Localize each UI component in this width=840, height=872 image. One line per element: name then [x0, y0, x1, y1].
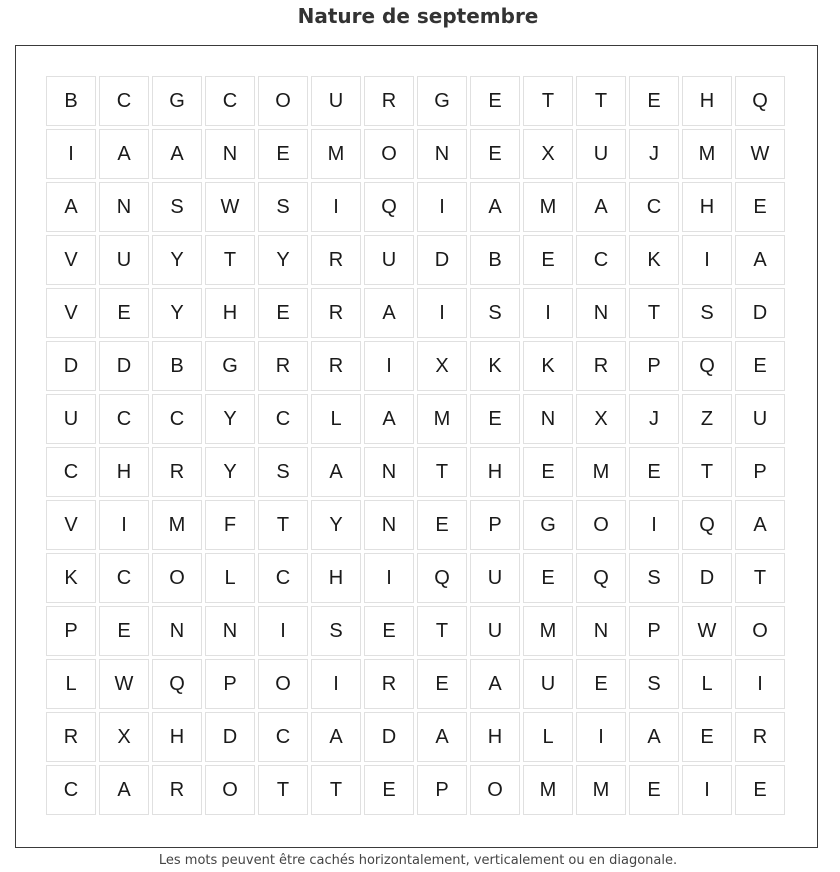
grid-cell-r4-c1[interactable]: V	[46, 235, 96, 285]
grid-cell-r6-c7[interactable]: I	[364, 341, 414, 391]
grid-cell-r4-c7[interactable]: U	[364, 235, 414, 285]
grid-cell-r2-c6[interactable]: M	[311, 129, 361, 179]
grid-cell-r11-c9[interactable]: U	[470, 606, 520, 656]
grid-cell-r12-c9[interactable]: A	[470, 659, 520, 709]
grid-cell-r14-c5[interactable]: T	[258, 765, 308, 815]
grid-cell-r7-c5[interactable]: C	[258, 394, 308, 444]
grid-cell-r7-c6[interactable]: L	[311, 394, 361, 444]
grid-cell-r7-c12[interactable]: J	[629, 394, 679, 444]
grid-cell-r11-c13[interactable]: W	[682, 606, 732, 656]
grid-cell-r8-c11[interactable]: M	[576, 447, 626, 497]
grid-cell-r14-c14[interactable]: E	[735, 765, 785, 815]
grid-cell-r8-c9[interactable]: H	[470, 447, 520, 497]
grid-cell-r6-c6[interactable]: R	[311, 341, 361, 391]
grid-cell-r12-c7[interactable]: R	[364, 659, 414, 709]
grid-cell-r8-c5[interactable]: S	[258, 447, 308, 497]
grid-cell-r9-c14[interactable]: A	[735, 500, 785, 550]
grid-cell-r13-c9[interactable]: H	[470, 712, 520, 762]
grid-cell-r14-c7[interactable]: E	[364, 765, 414, 815]
grid-cell-r2-c2[interactable]: A	[99, 129, 149, 179]
grid-cell-r3-c6[interactable]: I	[311, 182, 361, 232]
grid-cell-r12-c4[interactable]: P	[205, 659, 255, 709]
grid-cell-r10-c4[interactable]: L	[205, 553, 255, 603]
grid-cell-r9-c10[interactable]: G	[523, 500, 573, 550]
grid-cell-r5-c3[interactable]: Y	[152, 288, 202, 338]
grid-cell-r5-c2[interactable]: E	[99, 288, 149, 338]
grid-cell-r13-c3[interactable]: H	[152, 712, 202, 762]
grid-cell-r5-c9[interactable]: S	[470, 288, 520, 338]
grid-cell-r1-c14[interactable]: Q	[735, 76, 785, 126]
grid-cell-r12-c14[interactable]: I	[735, 659, 785, 709]
grid-cell-r9-c7[interactable]: N	[364, 500, 414, 550]
grid-cell-r11-c2[interactable]: E	[99, 606, 149, 656]
grid-cell-r4-c13[interactable]: I	[682, 235, 732, 285]
grid-cell-r7-c4[interactable]: Y	[205, 394, 255, 444]
grid-cell-r4-c3[interactable]: Y	[152, 235, 202, 285]
grid-cell-r9-c11[interactable]: O	[576, 500, 626, 550]
grid-cell-r11-c7[interactable]: E	[364, 606, 414, 656]
grid-cell-r9-c3[interactable]: M	[152, 500, 202, 550]
grid-cell-r12-c11[interactable]: E	[576, 659, 626, 709]
grid-cell-r7-c1[interactable]: U	[46, 394, 96, 444]
grid-cell-r2-c9[interactable]: E	[470, 129, 520, 179]
grid-cell-r4-c6[interactable]: R	[311, 235, 361, 285]
grid-cell-r14-c1[interactable]: C	[46, 765, 96, 815]
grid-cell-r8-c6[interactable]: A	[311, 447, 361, 497]
grid-cell-r12-c10[interactable]: U	[523, 659, 573, 709]
grid-cell-r11-c10[interactable]: M	[523, 606, 573, 656]
grid-cell-r11-c5[interactable]: I	[258, 606, 308, 656]
grid-cell-r1-c1[interactable]: B	[46, 76, 96, 126]
grid-cell-r6-c4[interactable]: G	[205, 341, 255, 391]
instructions-text: Les mots peuvent être cachés horizontalement, verticalement ou en diagonale.	[158, 853, 678, 868]
grid-cell-r9-c8[interactable]: E	[417, 500, 467, 550]
grid-cell-r13-c11[interactable]: I	[576, 712, 626, 762]
grid-cell-r12-c13[interactable]: L	[682, 659, 732, 709]
grid-cell-r13-c1[interactable]: R	[46, 712, 96, 762]
grid-cell-r10-c3[interactable]: O	[152, 553, 202, 603]
grid-cell-r6-c5[interactable]: R	[258, 341, 308, 391]
grid-cell-r6-c9[interactable]: K	[470, 341, 520, 391]
grid-cell-r4-c2[interactable]: U	[99, 235, 149, 285]
grid-cell-r12-c3[interactable]: Q	[152, 659, 202, 709]
grid-cell-r5-c8[interactable]: I	[417, 288, 467, 338]
grid-cell-r4-c9[interactable]: B	[470, 235, 520, 285]
grid-cell-r8-c3[interactable]: R	[152, 447, 202, 497]
grid-cell-r13-c5[interactable]: C	[258, 712, 308, 762]
grid-cell-r11-c8[interactable]: T	[417, 606, 467, 656]
grid-cell-r4-c14[interactable]: A	[735, 235, 785, 285]
grid-cell-r12-c1[interactable]: L	[46, 659, 96, 709]
grid-cell-r1-c9[interactable]: E	[470, 76, 520, 126]
grid-cell-r5-c4[interactable]: H	[205, 288, 255, 338]
grid-cell-r11-c6[interactable]: S	[311, 606, 361, 656]
grid-cell-r9-c13[interactable]: Q	[682, 500, 732, 550]
grid-cell-r12-c2[interactable]: W	[99, 659, 149, 709]
grid-cell-r8-c7[interactable]: N	[364, 447, 414, 497]
grid-cell-r3-c9[interactable]: A	[470, 182, 520, 232]
grid-cell-r9-c4[interactable]: F	[205, 500, 255, 550]
grid-cell-r7-c8[interactable]: M	[417, 394, 467, 444]
grid-cell-r1-c8[interactable]: G	[417, 76, 467, 126]
grid-cell-r1-c4[interactable]: C	[205, 76, 255, 126]
grid-cell-r3-c8[interactable]: I	[417, 182, 467, 232]
grid-cell-r2-c3[interactable]: A	[152, 129, 202, 179]
grid-cell-r10-c5[interactable]: C	[258, 553, 308, 603]
grid-cell-r1-c13[interactable]: H	[682, 76, 732, 126]
grid-cell-r10-c1[interactable]: K	[46, 553, 96, 603]
grid-cell-r12-c12[interactable]: S	[629, 659, 679, 709]
grid-cell-r8-c8[interactable]: T	[417, 447, 467, 497]
grid-cell-r12-c5[interactable]: O	[258, 659, 308, 709]
grid-cell-r11-c14[interactable]: O	[735, 606, 785, 656]
grid-cell-r14-c10[interactable]: M	[523, 765, 573, 815]
grid-cell-r5-c7[interactable]: A	[364, 288, 414, 338]
grid-cell-r10-c6[interactable]: H	[311, 553, 361, 603]
grid-cell-r14-c12[interactable]: E	[629, 765, 679, 815]
grid-cell-r10-c9[interactable]: U	[470, 553, 520, 603]
grid-cell-r6-c2[interactable]: D	[99, 341, 149, 391]
grid-cell-r7-c3[interactable]: C	[152, 394, 202, 444]
grid-cell-r4-c11[interactable]: C	[576, 235, 626, 285]
grid-cell-r13-c13[interactable]: E	[682, 712, 732, 762]
grid-cell-r14-c11[interactable]: M	[576, 765, 626, 815]
grid-cell-r13-c7[interactable]: D	[364, 712, 414, 762]
grid-cell-r10-c8[interactable]: Q	[417, 553, 467, 603]
grid-cell-r14-c6[interactable]: T	[311, 765, 361, 815]
grid-cell-r9-c2[interactable]: I	[99, 500, 149, 550]
grid-cell-r14-c8[interactable]: P	[417, 765, 467, 815]
grid-cell-r7-c14[interactable]: U	[735, 394, 785, 444]
page-title: Nature de septembre	[297, 4, 539, 28]
grid-cell-r5-c14[interactable]: D	[735, 288, 785, 338]
grid-cell-r7-c13[interactable]: Z	[682, 394, 732, 444]
grid-cell-r10-c13[interactable]: D	[682, 553, 732, 603]
grid-cell-r2-c8[interactable]: N	[417, 129, 467, 179]
grid-cell-r14-c4[interactable]: O	[205, 765, 255, 815]
grid-cell-r8-c2[interactable]: H	[99, 447, 149, 497]
grid-cell-r13-c2[interactable]: X	[99, 712, 149, 762]
grid-cell-r5-c6[interactable]: R	[311, 288, 361, 338]
grid-cell-r6-c14[interactable]: E	[735, 341, 785, 391]
grid-cell-r6-c11[interactable]: R	[576, 341, 626, 391]
grid-cell-r7-c11[interactable]: X	[576, 394, 626, 444]
grid-cell-r9-c9[interactable]: P	[470, 500, 520, 550]
grid-cell-r7-c7[interactable]: A	[364, 394, 414, 444]
grid-cell-r10-c7[interactable]: I	[364, 553, 414, 603]
grid-cell-r4-c12[interactable]: K	[629, 235, 679, 285]
grid-cell-r11-c11[interactable]: N	[576, 606, 626, 656]
grid-cell-r5-c11[interactable]: N	[576, 288, 626, 338]
grid-cell-r5-c13[interactable]: S	[682, 288, 732, 338]
grid-cell-r8-c14[interactable]: P	[735, 447, 785, 497]
grid-cell-r3-c3[interactable]: S	[152, 182, 202, 232]
grid-cell-r7-c10[interactable]: N	[523, 394, 573, 444]
grid-cell-r1-c5[interactable]: O	[258, 76, 308, 126]
grid-cell-r2-c14[interactable]: W	[735, 129, 785, 179]
grid-cell-r7-c2[interactable]: C	[99, 394, 149, 444]
grid-cell-r1-c7[interactable]: R	[364, 76, 414, 126]
grid-cell-r11-c12[interactable]: P	[629, 606, 679, 656]
grid-cell-r1-c6[interactable]: U	[311, 76, 361, 126]
grid-cell-r2-c4[interactable]: N	[205, 129, 255, 179]
grid-cell-r5-c1[interactable]: V	[46, 288, 96, 338]
grid-cell-r9-c6[interactable]: Y	[311, 500, 361, 550]
grid-cell-r10-c11[interactable]: Q	[576, 553, 626, 603]
grid-cell-r4-c4[interactable]: T	[205, 235, 255, 285]
grid-cell-r4-c10[interactable]: E	[523, 235, 573, 285]
grid-cell-r4-c5[interactable]: Y	[258, 235, 308, 285]
grid-cell-r11-c4[interactable]: N	[205, 606, 255, 656]
grid-cell-r14-c2[interactable]: A	[99, 765, 149, 815]
grid-cell-r2-c7[interactable]: O	[364, 129, 414, 179]
grid-cell-r7-c9[interactable]: E	[470, 394, 520, 444]
grid-cell-r2-c11[interactable]: U	[576, 129, 626, 179]
grid-cell-r4-c8[interactable]: D	[417, 235, 467, 285]
grid-cell-r9-c1[interactable]: V	[46, 500, 96, 550]
grid-cell-r3-c10[interactable]: M	[523, 182, 573, 232]
grid-cell-r14-c9[interactable]: O	[470, 765, 520, 815]
grid-cell-r13-c6[interactable]: A	[311, 712, 361, 762]
grid-cell-r5-c10[interactable]: I	[523, 288, 573, 338]
grid-cell-r3-c7[interactable]: Q	[364, 182, 414, 232]
grid-cell-r6-c8[interactable]: X	[417, 341, 467, 391]
grid-cell-r11-c3[interactable]: N	[152, 606, 202, 656]
grid-cell-r12-c6[interactable]: I	[311, 659, 361, 709]
grid-cell-r6-c13[interactable]: Q	[682, 341, 732, 391]
grid-cell-r1-c10[interactable]: T	[523, 76, 573, 126]
grid-cell-r3-c11[interactable]: A	[576, 182, 626, 232]
grid-cell-r3-c14[interactable]: E	[735, 182, 785, 232]
grid-cell-r5-c12[interactable]: T	[629, 288, 679, 338]
grid-cell-r13-c14[interactable]: R	[735, 712, 785, 762]
grid-cell-r8-c1[interactable]: C	[46, 447, 96, 497]
grid-cell-r13-c10[interactable]: L	[523, 712, 573, 762]
grid-cell-r13-c8[interactable]: A	[417, 712, 467, 762]
word-search-grid	[46, 76, 785, 815]
grid-cell-r2-c12[interactable]: J	[629, 129, 679, 179]
grid-cell-r9-c5[interactable]: T	[258, 500, 308, 550]
grid-cell-r14-c3[interactable]: R	[152, 765, 202, 815]
grid-cell-r9-c12[interactable]: I	[629, 500, 679, 550]
grid-cell-r1-c2[interactable]: C	[99, 76, 149, 126]
grid-cell-r5-c5[interactable]: E	[258, 288, 308, 338]
grid-cell-r6-c12[interactable]: P	[629, 341, 679, 391]
grid-cell-r2-c10[interactable]: X	[523, 129, 573, 179]
grid-cell-r8-c4[interactable]: Y	[205, 447, 255, 497]
grid-cell-r3-c1[interactable]: A	[46, 182, 96, 232]
grid-cell-r12-c8[interactable]: E	[417, 659, 467, 709]
grid-cell-r6-c10[interactable]: K	[523, 341, 573, 391]
grid-cell-r10-c10[interactable]: E	[523, 553, 573, 603]
grid-cell-r2-c13[interactable]: M	[682, 129, 732, 179]
grid-cell-r11-c1[interactable]: P	[46, 606, 96, 656]
grid-cell-r3-c5[interactable]: S	[258, 182, 308, 232]
grid-cell-r3-c13[interactable]: H	[682, 182, 732, 232]
grid-cell-r6-c3[interactable]: B	[152, 341, 202, 391]
grid-cell-r1-c12[interactable]: E	[629, 76, 679, 126]
grid-cell-r3-c4[interactable]: W	[205, 182, 255, 232]
grid-cell-r1-c3[interactable]: G	[152, 76, 202, 126]
grid-cell-r13-c12[interactable]: A	[629, 712, 679, 762]
grid-cell-r10-c12[interactable]: S	[629, 553, 679, 603]
grid-cell-r10-c2[interactable]: C	[99, 553, 149, 603]
grid-cell-r1-c11[interactable]: T	[576, 76, 626, 126]
grid-cell-r3-c2[interactable]: N	[99, 182, 149, 232]
grid-cell-r14-c13[interactable]: I	[682, 765, 732, 815]
grid-cell-r2-c1[interactable]: I	[46, 129, 96, 179]
grid-cell-r2-c5[interactable]: E	[258, 129, 308, 179]
grid-cell-r8-c12[interactable]: E	[629, 447, 679, 497]
grid-cell-r8-c13[interactable]: T	[682, 447, 732, 497]
grid-cell-r13-c4[interactable]: D	[205, 712, 255, 762]
grid-cell-r3-c12[interactable]: C	[629, 182, 679, 232]
grid-cell-r8-c10[interactable]: E	[523, 447, 573, 497]
grid-cell-r6-c1[interactable]: D	[46, 341, 96, 391]
grid-cell-r10-c14[interactable]: T	[735, 553, 785, 603]
